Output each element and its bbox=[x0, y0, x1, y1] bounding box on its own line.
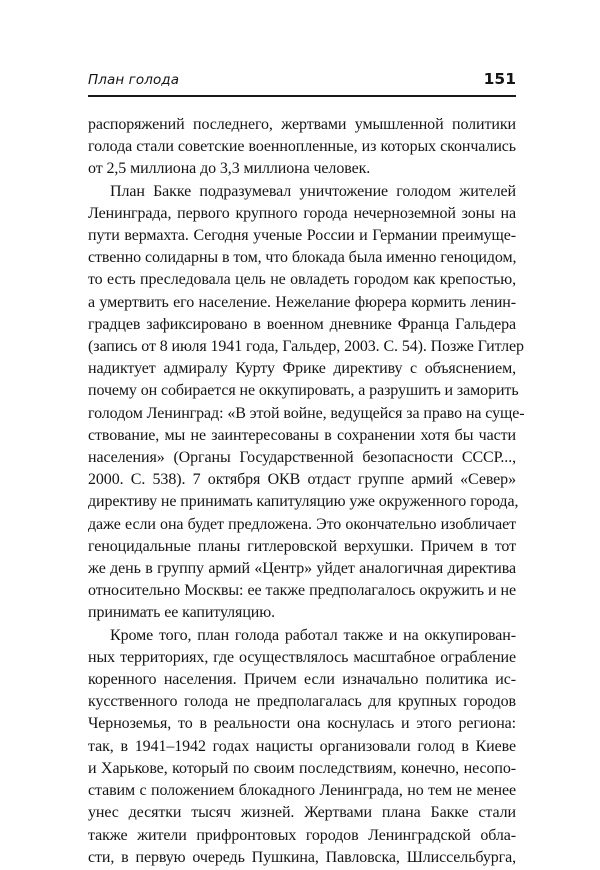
text-line: голодом Ленинград: «В этой войне, ведущейся за право на суще- bbox=[88, 404, 525, 422]
text-line: директиву не принимать капитуляцию уже окруженного города, bbox=[88, 493, 519, 511]
text-line: сти, в первую очередь Пушкина, Павловска, Шлиссельбурга, bbox=[88, 848, 516, 866]
text-line: ставим с положением блокадного Ленинграда, но тем не менее bbox=[88, 782, 516, 800]
paragraph bbox=[88, 114, 516, 181]
text-line: Ленинграда, первого крупного города нечерноземной зоны на bbox=[88, 204, 516, 222]
text-line: пути вермахта. Сегодня ученые России и Германии преимуще- bbox=[88, 227, 516, 245]
text-line: а умертвить его население. Нежелание фюрера кормить ленин- bbox=[88, 293, 516, 311]
text-line: унес десятки тысяч жизней. Жертвами плана Бакке стали bbox=[88, 804, 516, 822]
paragraph bbox=[88, 181, 525, 625]
text-line: План Бакке подразумевал уничтожение голодом жителей bbox=[110, 182, 516, 200]
text-line: ных территориях, где осуществлялось масштабное ограбление bbox=[88, 648, 516, 666]
text-line: 2000. С. 538). 7 октября ОКВ отдаст группе армий «Север» bbox=[88, 471, 516, 489]
body-text bbox=[88, 114, 525, 869]
paragraph bbox=[88, 625, 516, 869]
text-line: и Харькове, который по своим последствиям, конечно, несопо- bbox=[88, 759, 516, 777]
text-line: почему он собирается не оккупировать, а разрушить и заморить bbox=[88, 382, 519, 400]
text-line: распоряжений последнего, жертвами умышленной политики bbox=[88, 116, 516, 133]
page-number: 151 bbox=[483, 70, 516, 88]
text-line: коренного населения. Причем если изначально политика ис- bbox=[88, 671, 516, 689]
text-line: градцев зафиксировано в военном дневнике Франца Гальдера bbox=[88, 315, 516, 333]
text-line: Кроме того, план голода работал также и на оккупирован- bbox=[110, 626, 516, 644]
text-line: так, в 1941–1942 годах нацисты организовали голод в Киеве bbox=[88, 737, 516, 755]
text-line: Черноземья, то в реальности она коснулась и этого региона: bbox=[88, 715, 516, 733]
text-line: даже если она будет предложена. Это окончательно изобличает bbox=[88, 515, 516, 533]
text-line: также жители прифронтовых городов Ленинградской обла- bbox=[88, 826, 516, 844]
text-line: от 2,5 миллиона до 3,3 миллиона человек. bbox=[88, 160, 371, 178]
text-line: ствование, мы не заинтересованы в сохранении хотя бы части bbox=[88, 426, 516, 444]
running-title: План голода bbox=[88, 72, 180, 88]
text-line: кусственного голода не предполагалась для крупных городов bbox=[88, 693, 516, 711]
text-line: надиктует адмиралу Курту Фрике директиву с объяснением, bbox=[88, 360, 516, 378]
header-rule bbox=[88, 95, 516, 97]
text-line: ственно солидарны в том, что блокада была именно геноцидом, bbox=[88, 249, 517, 267]
text-line: же день в группу армий «Центр» уйдет аналогичная директива bbox=[88, 560, 516, 578]
running-header bbox=[88, 70, 516, 92]
text-line: геноцидальные планы гитлеровской верхушки. Причем в тот bbox=[88, 537, 516, 555]
text-line: (запись от 8 июля 1941 года, Гальдер, 2003. С. 54). Позже Гитлер bbox=[88, 338, 524, 356]
text-line: населения» (Органы Государственной безопасности СССР..., bbox=[88, 449, 516, 467]
text-line: то есть преследовала цель не овладеть городом как крепостью, bbox=[88, 271, 516, 289]
text-line: голода стали советские военнопленные, из которых скончались bbox=[88, 138, 516, 156]
text-line: принимать ее капитуляцию. bbox=[88, 604, 275, 622]
text-line: относительно Москвы: ее также предполагалось окружить и не bbox=[88, 582, 516, 600]
